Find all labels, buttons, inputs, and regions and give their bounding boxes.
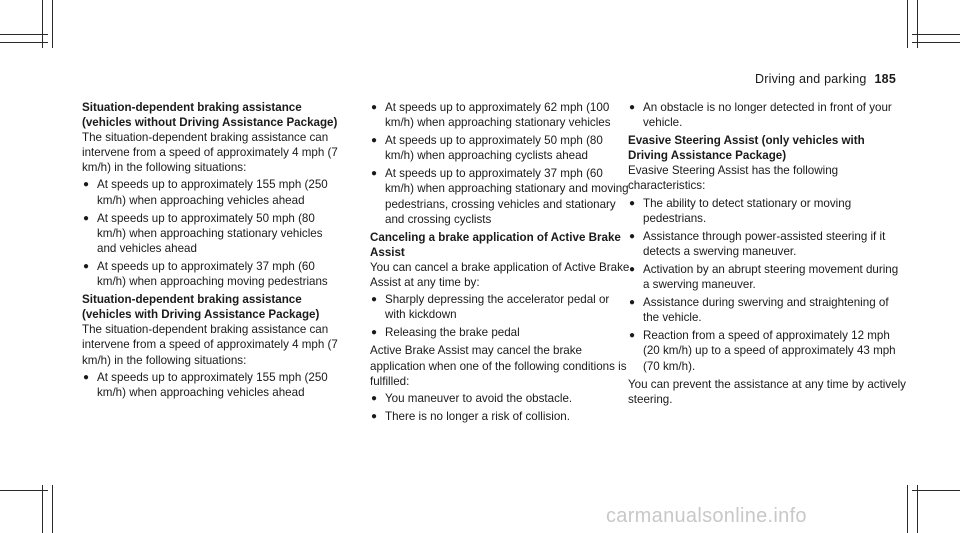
crop-mark bbox=[52, 0, 53, 48]
crop-mark bbox=[917, 0, 918, 48]
bullet-list bbox=[628, 100, 906, 130]
bullet-icon: ● bbox=[371, 392, 378, 404]
watermark: carmanualsonline.info bbox=[606, 505, 807, 527]
list-item bbox=[370, 100, 632, 130]
bullet-icon: ● bbox=[629, 263, 636, 275]
list-item bbox=[370, 391, 632, 406]
list-item-text: At speeds up to approximately 37 mph (60 km/h) when approaching moving pedestrians bbox=[97, 259, 328, 289]
list-item bbox=[370, 133, 632, 163]
list-item bbox=[82, 370, 344, 400]
list-item-text: At speeds up to approximately 50 mph (80 km/h) when approaching stationary vehicles and vehicles ahead bbox=[97, 211, 323, 255]
crop-mark bbox=[917, 485, 918, 533]
bullet-list bbox=[370, 100, 632, 227]
bullet-icon: ● bbox=[83, 260, 90, 272]
list-item-text: Reaction from a speed of approximately 12 mph (20 km/h) up to a speed of approximately 43 mph (70 km/h). bbox=[643, 329, 896, 373]
paragraph: Evasive Steering Assist has the following characteristics: bbox=[628, 164, 839, 193]
bullet-icon: ● bbox=[629, 230, 636, 242]
bullet-icon: ● bbox=[371, 410, 378, 422]
crop-mark bbox=[42, 0, 43, 48]
list-item bbox=[628, 262, 906, 292]
bullet-icon: ● bbox=[83, 212, 90, 224]
bullet-icon: ● bbox=[371, 135, 378, 147]
crop-mark bbox=[0, 490, 48, 491]
page-number: 185 bbox=[874, 72, 896, 86]
list-item bbox=[82, 259, 344, 289]
crop-mark bbox=[912, 34, 960, 35]
section-heading: Situation-dependent braking assistance (vehicles with Driving Assistance Package) bbox=[82, 293, 320, 322]
crop-mark bbox=[912, 42, 960, 43]
list-item-text: Assistance during swerving and straightening of the vehicle. bbox=[643, 296, 889, 325]
bullet-icon: ● bbox=[371, 168, 378, 180]
paragraph: The situation-dependent braking assistance can intervene from a speed of approximately 4 mph (7 km/h) in the following situations: bbox=[82, 323, 338, 367]
column-3 bbox=[628, 100, 906, 407]
list-item bbox=[370, 166, 632, 226]
list-item bbox=[370, 409, 632, 424]
section-heading: Evasive Steering Assist (only vehicles with Driving Assistance Package) bbox=[628, 134, 865, 163]
paragraph: The situation-dependent braking assistance can intervene from a speed of approximately 4 mph (7 km/h) in the following situations: bbox=[82, 131, 338, 175]
list-item bbox=[82, 177, 344, 207]
column-2 bbox=[370, 100, 632, 427]
list-item-text: The ability to detect stationary or moving pedestrians. bbox=[643, 196, 852, 225]
section-heading: Situation-dependent braking assistance (vehicles without Driving Assistance Package) bbox=[82, 101, 338, 130]
crop-mark bbox=[907, 0, 908, 48]
paragraph: Active Brake Assist may cancel the brake application when one of the following conditions is fulfilled: bbox=[370, 344, 627, 388]
bullet-icon: ● bbox=[629, 330, 636, 342]
bullet-icon: ● bbox=[83, 371, 90, 383]
bullet-list bbox=[628, 196, 906, 374]
crop-mark bbox=[907, 485, 908, 533]
list-item bbox=[628, 295, 906, 325]
paragraph: You can prevent the assistance at any time by actively steering. bbox=[628, 377, 906, 406]
crop-mark bbox=[52, 485, 53, 533]
list-item-text: At speeds up to approximately 155 mph (250 km/h) when approaching vehicles ahead bbox=[97, 370, 328, 399]
bullet-icon: ● bbox=[83, 179, 90, 191]
list-item-text: At speeds up to approximately 50 mph (80 km/h) when approaching cyclists ahead bbox=[385, 134, 603, 163]
bullet-list bbox=[82, 370, 344, 400]
list-item bbox=[628, 196, 906, 226]
crop-mark bbox=[0, 42, 48, 43]
list-item-text: Assistance through power-assisted steering if it detects a swerving maneuver. bbox=[643, 229, 886, 258]
column-1 bbox=[82, 100, 344, 403]
section-heading: Canceling a brake application of Active Brake Assist bbox=[370, 230, 621, 259]
bullet-icon: ● bbox=[629, 197, 636, 209]
list-item bbox=[82, 211, 344, 256]
crop-mark bbox=[0, 34, 48, 35]
bullet-list bbox=[82, 177, 344, 289]
list-item-text: You maneuver to avoid the obstacle. bbox=[385, 391, 573, 405]
crop-mark bbox=[912, 490, 960, 491]
list-item-text: At speeds up to approximately 37 mph (60 km/h) when approaching stationary and moving pedestrians, crossing vehicles and stationary and crossing cyclists bbox=[385, 167, 629, 226]
list-item bbox=[370, 325, 632, 340]
list-item-text: There is no longer a risk of collision. bbox=[385, 409, 570, 423]
bullet-icon: ● bbox=[629, 102, 636, 113]
list-item bbox=[628, 100, 906, 130]
crop-mark bbox=[42, 485, 43, 533]
bullet-icon: ● bbox=[371, 102, 378, 113]
bullet-list bbox=[370, 391, 632, 424]
section-title: Driving and parking bbox=[755, 72, 867, 86]
list-item bbox=[628, 328, 906, 373]
list-item bbox=[628, 229, 906, 259]
bullet-list bbox=[370, 292, 632, 340]
list-item-text: An obstacle is no longer detected in front of your vehicle. bbox=[643, 101, 892, 130]
list-item-text: At speeds up to approximately 155 mph (250 km/h) when approaching vehicles ahead bbox=[97, 178, 328, 207]
paragraph: You can cancel a brake application of Active Brake Assist at any time by: bbox=[370, 260, 630, 290]
list-item-text: At speeds up to approximately 62 mph (100 km/h) when approaching stationary vehicles bbox=[385, 101, 611, 130]
list-item bbox=[370, 292, 632, 322]
page-header bbox=[755, 72, 896, 86]
bullet-icon: ● bbox=[371, 294, 378, 306]
list-item-text: Activation by an abrupt steering movement during a swerving maneuver. bbox=[643, 262, 899, 292]
bullet-icon: ● bbox=[371, 327, 378, 339]
bullet-icon: ● bbox=[629, 297, 636, 309]
list-item-text: Releasing the brake pedal bbox=[385, 326, 520, 340]
list-item-text: Sharply depressing the accelerator pedal or with kickdown bbox=[385, 293, 610, 322]
